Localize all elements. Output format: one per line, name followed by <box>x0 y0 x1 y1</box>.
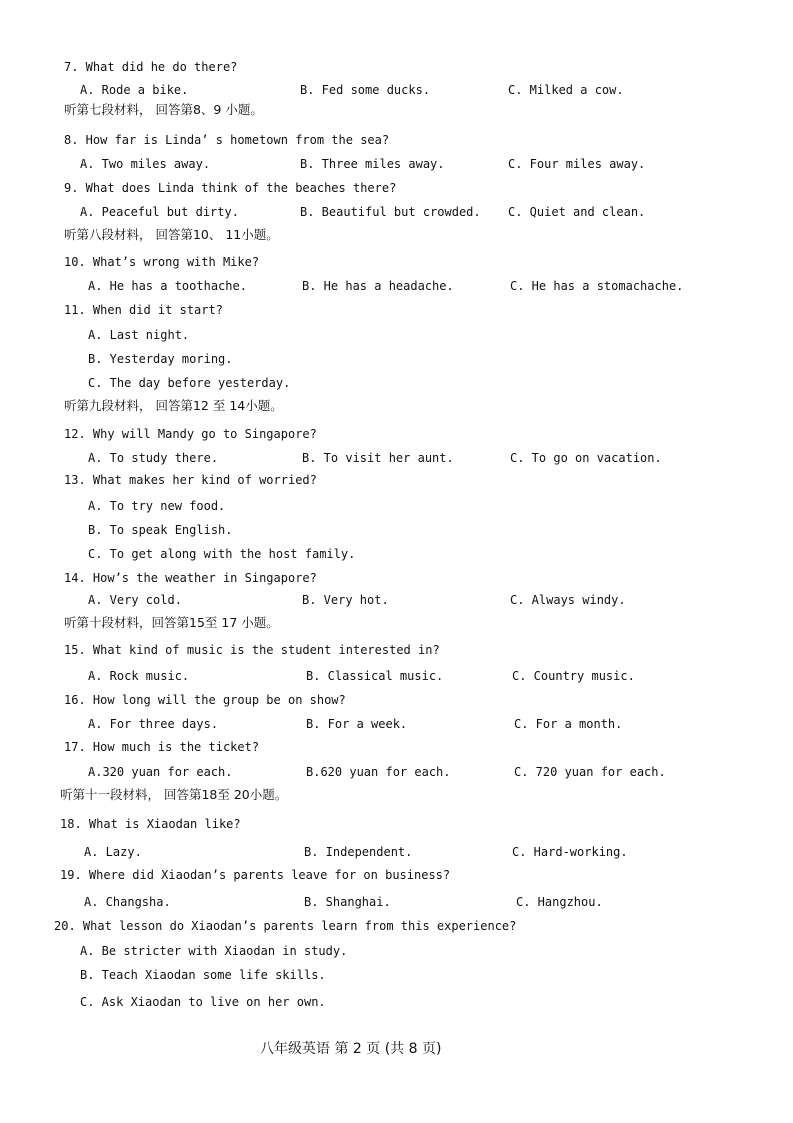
question-13-stem: 13. What makes her kind of worried? <box>64 473 317 487</box>
question-7-stem: 7. What did he do there? <box>64 60 238 74</box>
question-13-option-b: B. To speak English. <box>88 523 233 537</box>
question-19-stem: 19. Where did Xiaodan’s parents leave for on business? <box>60 868 451 882</box>
question-18-option-a: A. Lazy. <box>84 845 142 859</box>
question-19-option-b: B. Shanghai. <box>304 895 391 909</box>
question-14-option-b: B. Very hot. <box>302 593 389 607</box>
question-8-stem: 8. How far is Linda’ s hometown from the sea? <box>64 133 390 147</box>
question-8-option-c: C. Four miles away. <box>508 157 646 171</box>
question-7-option-b: B. Fed some ducks. <box>300 83 431 97</box>
question-16-option-a: A. For three days. <box>88 717 219 731</box>
question-14-stem: 14. How’s the weather in Singapore? <box>64 571 317 585</box>
section-10-instruction: 听第十段材料，回答第15至 17 小题。 <box>64 615 279 630</box>
question-12-option-a: A. To study there. <box>88 451 219 465</box>
question-10-option-c: C. He has a stomachache. <box>510 279 684 293</box>
question-9-option-a: A. Peaceful but dirty. <box>80 205 239 219</box>
question-13-option-a: A. To try new food. <box>88 499 226 513</box>
question-17-stem: 17. How much is the ticket? <box>64 740 260 754</box>
question-10-option-b: B. He has a headache. <box>302 279 454 293</box>
question-9-option-c: C. Quiet and clean. <box>508 205 646 219</box>
page-footer: 八年级英语 第 2 页 (共 8 页) <box>260 1041 442 1057</box>
question-7-option-a: A. Rode a bike. <box>80 83 189 97</box>
question-15-stem: 15. What kind of music is the student interested in? <box>64 643 440 657</box>
question-17-option-a: A.320 yuan for each. <box>88 765 233 779</box>
question-11-stem: 11. When did it start? <box>64 303 223 317</box>
section-7-instruction: 听第七段材料， 回答第8、9 小题。 <box>64 102 263 117</box>
question-15-option-c: C. Country music. <box>512 669 635 683</box>
question-12-option-b: B. To visit her aunt. <box>302 451 454 465</box>
question-13-option-c: C. To get along with the host family. <box>88 547 356 561</box>
question-20-option-b: B. Teach Xiaodan some life skills. <box>80 968 326 982</box>
question-16-option-c: C. For a month. <box>514 717 623 731</box>
question-12-option-c: C. To go on vacation. <box>510 451 662 465</box>
question-19-option-c: C. Hangzhou. <box>516 895 603 909</box>
question-11-option-c: C. The day before yesterday. <box>88 376 291 390</box>
question-7-option-c: C. Milked a cow. <box>508 83 624 97</box>
question-20-stem: 20. What lesson do Xiaodan’s parents learn from this experience? <box>54 919 517 933</box>
question-15-option-b: B. Classical music. <box>306 669 444 683</box>
question-20-option-c: C. Ask Xiaodan to live on her own. <box>80 995 326 1009</box>
question-18-option-c: C. Hard-working. <box>512 845 628 859</box>
question-17-option-c: C. 720 yuan for each. <box>514 765 666 779</box>
question-20-option-a: A. Be stricter with Xiaodan in study. <box>80 944 348 958</box>
question-11-option-a: A. Last night. <box>88 328 190 342</box>
section-9-instruction: 听第九段材料， 回答第12 至 14小题。 <box>64 398 283 413</box>
question-9-stem: 9. What does Linda think of the beaches there? <box>64 181 397 195</box>
question-15-option-a: A. Rock music. <box>88 669 190 683</box>
question-18-option-b: B. Independent. <box>304 845 413 859</box>
question-12-stem: 12. Why will Mandy go to Singapore? <box>64 427 317 441</box>
question-11-option-b: B. Yesterday moring. <box>88 352 233 366</box>
question-10-option-a: A. He has a toothache. <box>88 279 247 293</box>
question-10-stem: 10. What’s wrong with Mike? <box>64 255 260 269</box>
section-11-instruction: 听第十一段材料， 回答第18至 20小题。 <box>60 787 288 802</box>
question-14-option-a: A. Very cold. <box>88 593 182 607</box>
question-19-option-a: A. Changsha. <box>84 895 171 909</box>
question-16-stem: 16. How long will the group be on show? <box>64 693 346 707</box>
section-8-instruction: 听第八段材料， 回答第10、 11小题。 <box>64 227 279 242</box>
question-8-option-b: B. Three miles away. <box>300 157 445 171</box>
question-16-option-b: B. For a week. <box>306 717 408 731</box>
question-9-option-b: B. Beautiful but crowded. <box>300 205 481 219</box>
question-18-stem: 18. What is Xiaodan like? <box>60 817 241 831</box>
question-14-option-c: C. Always windy. <box>510 593 626 607</box>
question-8-option-a: A. Two miles away. <box>80 157 211 171</box>
question-17-option-b: B.620 yuan for each. <box>306 765 451 779</box>
